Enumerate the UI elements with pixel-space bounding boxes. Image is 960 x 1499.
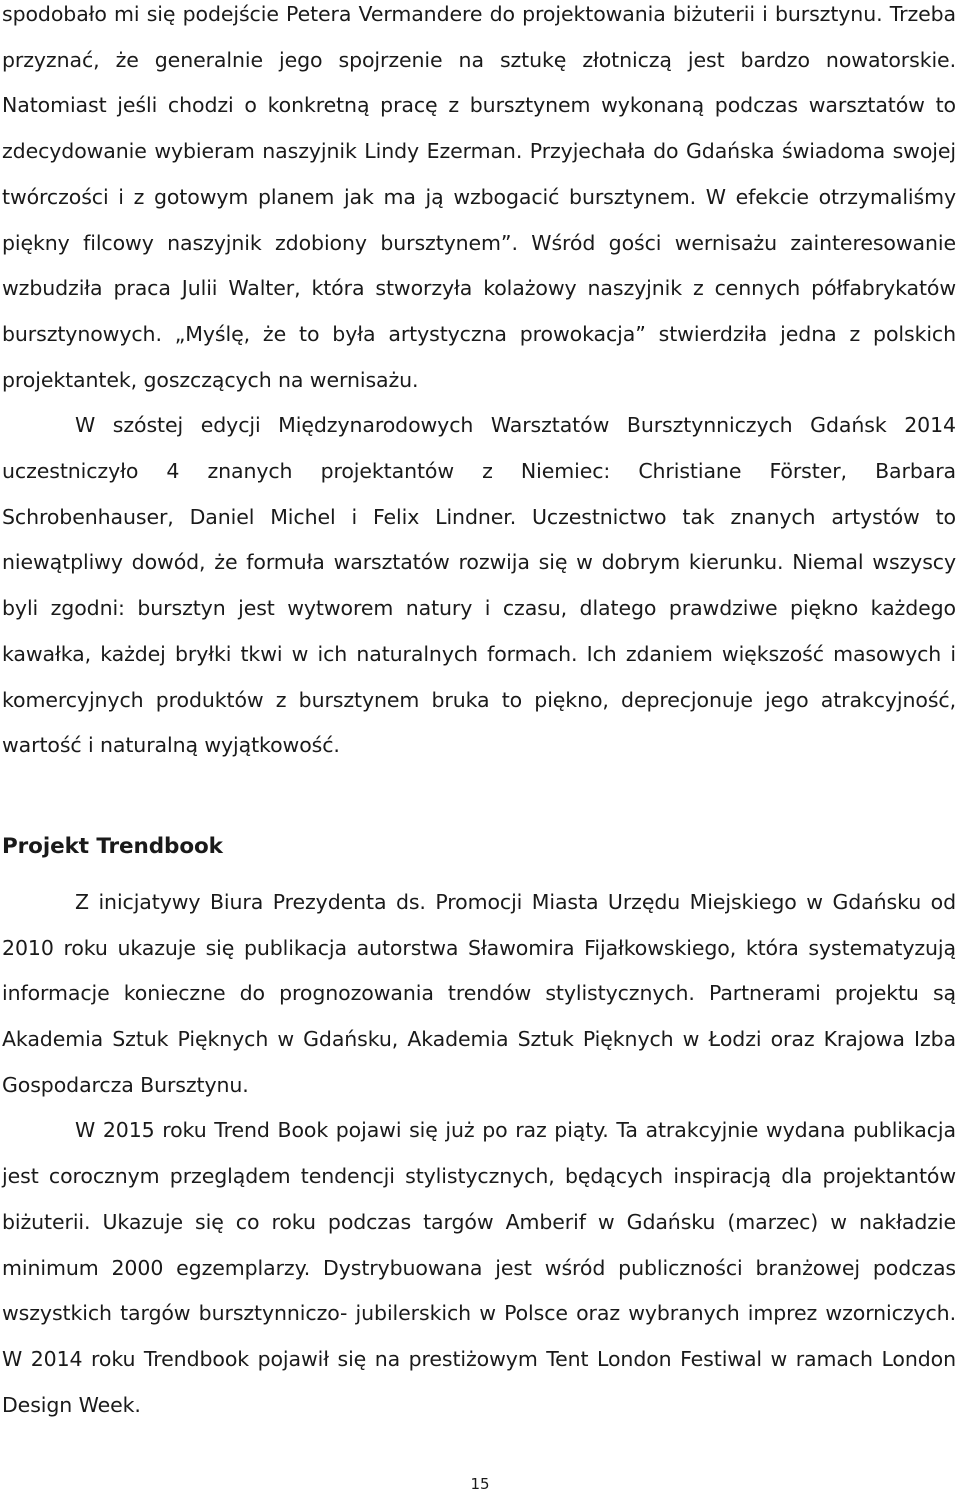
paragraph-trendbook-2015: W 2015 roku Trend Book pojawi się już po raz piąty. Ta atrakcyjnie wydana publikacja jest corocznym przeglądem tendencji stylistycznych, będących inspiracją dla projektantów biżuterii. Ukazuje się co roku podczas targów Amberif w Gdańsku (marzec) w nakładzie minimum 2000 egzemplarzy. Dystrybuowana jest wśród publiczności branżowej podczas wszystkich targów bursztynniczo- jubilerskich w Polsce oraz wybranych imprez wzorniczych. W 2014 roku Trendbook pojawił się na prestiżowym Tent London Festiwal w ramach London Design Week. [2, 1118, 956, 1417]
paragraph-workshop-edition: W szóstej edycji Międzynarodowych Warsztatów Bursztynniczych Gdańsk 2014 uczestniczyło 4 znanych projektantów z Niemiec: Christiane Förster, Barbara Schrobenhauser, Daniel Michel i Felix Lindner. Uczestnictwo tak znanych artystów to niewątpliwy dowód, że formuła warsztatów rozwija się w dobrym kierunku. Niemal wszyscy byli zgodni: bursztyn jest wytworem natury i czasu, dlatego prawdziwe piękno każdego kawałka, każdej bryłki tkwi w ich naturalnych formach. Ich zdaniem większość masowych i komercyjnych produktów z bursztynem bruka to piękno, deprecjonuje jego atrakcyjność, wartość i naturalną wyjątkowość. [2, 413, 956, 758]
section-spacer [2, 769, 956, 814]
section-heading-wrapper [2, 814, 956, 880]
paragraph-trendbook-intro: Z inicjatywy Biura Prezydenta ds. Promocji Miasta Urzędu Miejskiego w Gdańsku od 2010 roku ukazuje się publikacja autorstwa Sławomira Fijałkowskiego, która systematyzują informacje konieczne do prognozowania trendów stylistycznych. Partnerami projektu są Akademia Sztuk Pięknych w Gdańsku, Akademia Sztuk Pięknych w Łodzi oraz Krajowa Izba Gospodarcza Bursztynu. [2, 889, 956, 1097]
page-number: 15 [470, 1475, 490, 1493]
section-heading: Projekt Trendbook [2, 834, 223, 860]
paragraph-continuation: spodobało mi się podejście Petera Vermandere do projektowania biżuterii i bursztynu. Trzeba przyznać, że generalnie jego spojrzenie na sztukę złotniczą jest bardzo nowatorskie. Natomiast jeśli chodzi o konkretną pracę z bursztynem wykonaną podczas warsztatów to zdecydowanie wybieram naszyjnik Lindy Ezerman. Przyjechała do Gdańska świadoma swojej twórczości i z gotowym planem jak ma ją wzbogacić bursztynem. W efekcie otrzymaliśmy piękny filcowy naszyjnik zdobiony bursztynem”. Wśród gości wernisażu zainteresowanie wzbudziła praca Julii Walter, która stworzyła kolażowy naszyjnik z cennych półfabrykatów bursztynowych. „Myślę, że to była artystyczna prowokacja” stwierdziła jedna z polskich projektantek, goszczących na wernisażu. [2, 2, 956, 392]
page-content [2, 0, 956, 1428]
